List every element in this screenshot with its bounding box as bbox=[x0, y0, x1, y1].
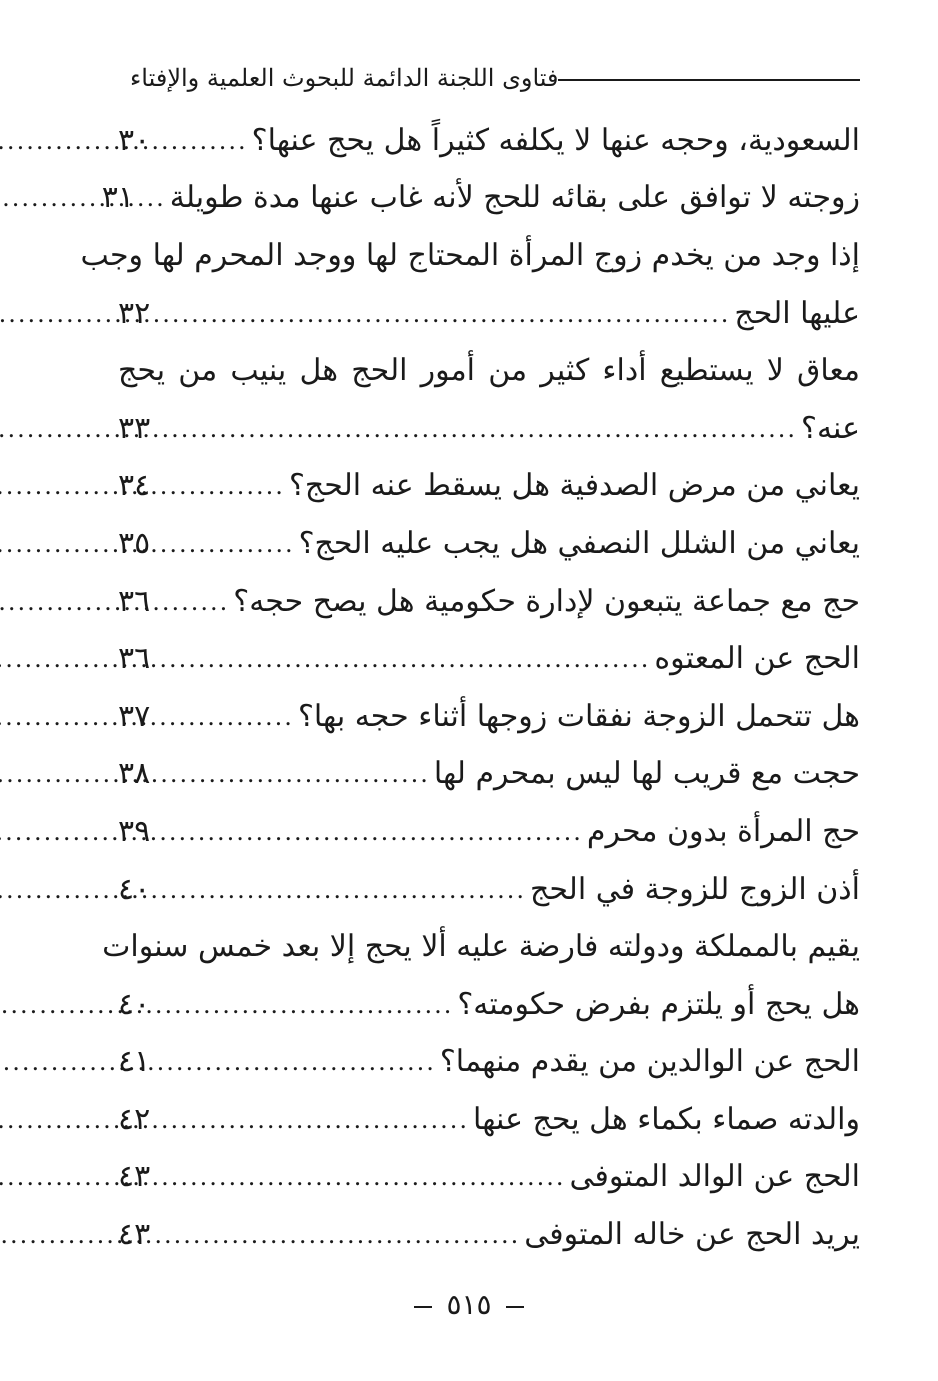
toc-entry bbox=[118, 112, 860, 170]
toc-entry-page: ٤٠ bbox=[118, 871, 151, 907]
toc-entry bbox=[118, 1091, 860, 1149]
dot-leader bbox=[158, 993, 457, 1017]
toc-entry-title: السعودية، وحجه عنها لا يكلفه كثيراً هل يحج عنها؟ bbox=[251, 122, 860, 158]
toc-entry-title: حجت مع قريب لها ليس بمحرم لها bbox=[433, 756, 860, 792]
toc-entry bbox=[101, 170, 860, 228]
toc-entry bbox=[118, 1149, 860, 1207]
toc-entry-title: حج مع جماعة يتبعون لإدارة حكومية هل يصح حجه؟ bbox=[233, 583, 860, 619]
dot-leader bbox=[158, 762, 434, 786]
toc-entry-title: يعاني من مرض الصدفية هل يسقط عنه الحج؟ bbox=[288, 468, 860, 504]
toc-entry-title: يريد الحج عن خاله المتوفى bbox=[524, 1217, 860, 1253]
toc-entry-title: والدته صماء بكماء هل يحج عنها bbox=[473, 1101, 860, 1137]
dot-leader bbox=[158, 590, 233, 614]
dot-leader bbox=[158, 1223, 524, 1247]
toc-entry-page: ٣٦ bbox=[118, 641, 151, 677]
toc-entry bbox=[118, 458, 860, 516]
toc-entry-page: ٣٤ bbox=[118, 468, 151, 504]
toc-entry bbox=[118, 573, 860, 631]
toc-entry-title: إذا وجد من يخدم زوج المرأة المحتاج لها ووجد المحرم لها وجب bbox=[80, 237, 860, 273]
toc-entry-page: ٣٨ bbox=[118, 756, 151, 792]
page-number: ٥١٥ bbox=[446, 1288, 492, 1321]
toc-entry-title: الحج عن المعتوه bbox=[654, 641, 860, 677]
header-title: فتاوى اللجنة الدائمة للبحوث العلمية والإفتاء bbox=[130, 64, 559, 92]
toc-entry-continued bbox=[80, 227, 860, 285]
running-header bbox=[120, 58, 860, 98]
toc-entry-title: هل يحج أو يلتزم بفرض حكومته؟ bbox=[457, 986, 860, 1022]
toc-entry-page: ٤٠ bbox=[118, 986, 151, 1022]
dot-leader bbox=[158, 417, 801, 441]
page-footer bbox=[0, 1288, 938, 1321]
dot-leader bbox=[158, 1165, 570, 1189]
toc-entry-title: الحج عن الوالدين من يقدم منهما؟ bbox=[439, 1044, 860, 1080]
dot-leader bbox=[158, 474, 289, 498]
toc-entry bbox=[118, 515, 860, 573]
toc-entry bbox=[118, 803, 860, 861]
toc-entry-title: الحج عن الوالد المتوفى bbox=[569, 1159, 860, 1195]
toc-entry-page: ٣٧ bbox=[118, 698, 151, 734]
dot-leader bbox=[158, 302, 734, 326]
dot-leader bbox=[142, 186, 170, 210]
table-of-contents bbox=[80, 112, 860, 1264]
toc-entry-page: ٣٩ bbox=[118, 813, 151, 849]
toc-entry-page: ٤١ bbox=[118, 1044, 151, 1080]
dot-leader bbox=[158, 820, 587, 844]
footer-dash-left bbox=[414, 1306, 432, 1308]
toc-entry-page: ٤٣ bbox=[118, 1217, 151, 1253]
toc-entry-continued bbox=[102, 918, 860, 976]
dot-leader bbox=[158, 878, 530, 902]
toc-entry-title: حج المرأة بدون محرم bbox=[586, 813, 860, 849]
toc-entry-page: ٣٠ bbox=[118, 122, 151, 158]
toc-entry bbox=[118, 746, 860, 804]
toc-entry-page: ٣٣ bbox=[118, 410, 151, 446]
toc-entry-page: ٣٢ bbox=[118, 295, 151, 331]
toc-entry-page: ٤٢ bbox=[118, 1101, 151, 1137]
dot-leader bbox=[158, 532, 299, 556]
toc-entry-title: عليها الحج bbox=[734, 295, 860, 331]
toc-entry bbox=[118, 688, 860, 746]
toc-entry-page: ٣٥ bbox=[118, 525, 151, 561]
toc-entry-page: ٣١ bbox=[101, 180, 134, 216]
dot-leader bbox=[158, 705, 298, 729]
footer-dash-right bbox=[506, 1306, 524, 1308]
toc-entry-title: هل تتحمل الزوجة نفقات زوجها أثناء حجه بها؟ bbox=[297, 698, 860, 734]
toc-entry bbox=[118, 861, 860, 919]
toc-entry bbox=[118, 976, 860, 1034]
toc-entry bbox=[118, 285, 860, 343]
header-rule bbox=[558, 79, 860, 81]
toc-entry-title: عنه؟ bbox=[801, 410, 860, 446]
toc-entry-title: زوجته لا توافق على بقائه للحج لأنه غاب عنها مدة طويلة bbox=[169, 180, 860, 216]
toc-entry-title: يقيم بالمملكة ودولته فارضة عليه ألا يحج إلا بعد خمس سنوات bbox=[102, 929, 860, 965]
toc-entry bbox=[118, 1034, 860, 1092]
dot-leader bbox=[158, 1050, 440, 1074]
toc-entry-continued bbox=[118, 342, 860, 400]
toc-entry-page: ٤٣ bbox=[118, 1159, 151, 1195]
toc-entry bbox=[118, 630, 860, 688]
toc-entry-title: أذن الزوج للزوجة في الحج bbox=[529, 871, 860, 907]
dot-leader bbox=[158, 129, 252, 153]
toc-entry bbox=[118, 1206, 860, 1264]
dot-leader bbox=[158, 647, 654, 671]
toc-entry bbox=[118, 400, 860, 458]
toc-entry-title: يعاني من الشلل النصفي هل يجب عليه الحج؟ bbox=[298, 525, 860, 561]
toc-entry-page: ٣٦ bbox=[118, 583, 151, 619]
dot-leader bbox=[158, 1108, 473, 1132]
toc-entry-title: معاق لا يستطيع أداء كثير من أمور الحج هل ينيب من يحج bbox=[118, 353, 860, 389]
